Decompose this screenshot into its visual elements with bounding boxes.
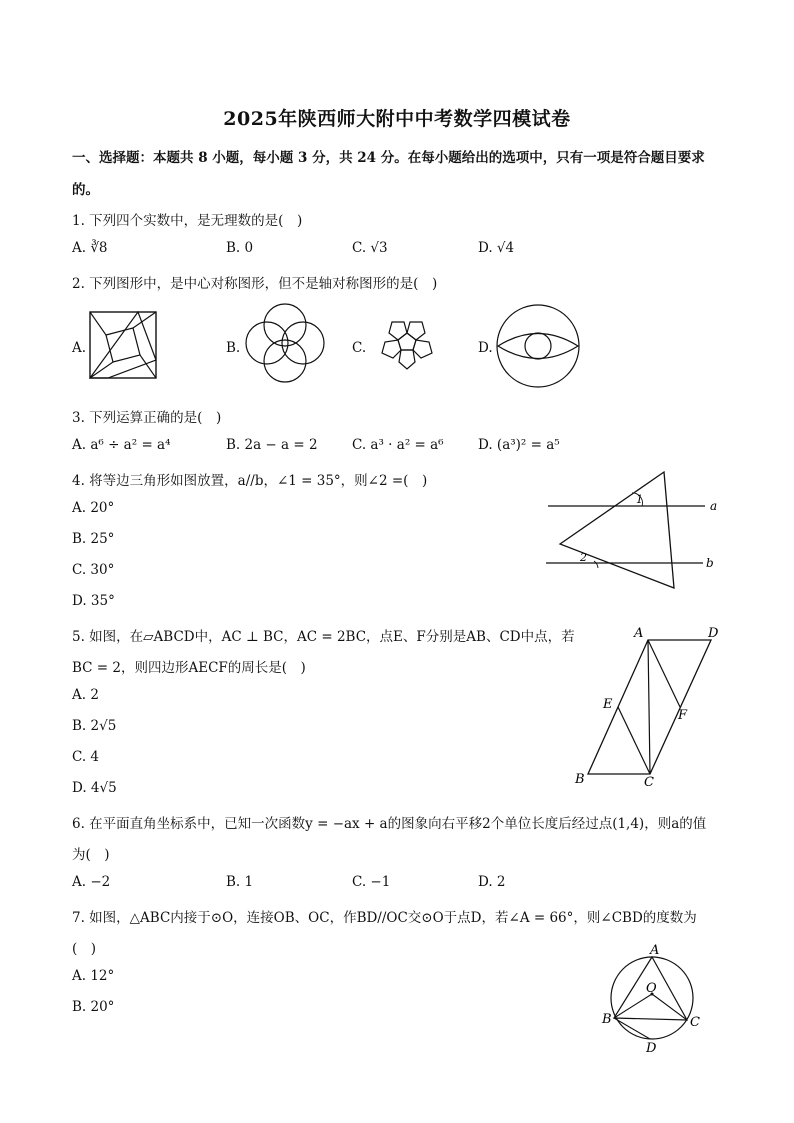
q4-label-2: 2 xyxy=(580,551,587,564)
q3-option-d: D. (a³)² = a⁵ xyxy=(478,437,560,453)
q4-option-c: C. 30° xyxy=(72,562,115,578)
page-title: 2025年陕西师大附中中考数学四模试卷 xyxy=(223,108,571,130)
q5-figure xyxy=(568,622,728,794)
q4-label-b: b xyxy=(706,556,714,570)
q4-figure xyxy=(540,466,730,594)
q4-label-1: 1 xyxy=(636,493,643,506)
q3-option-c: C. a³ · a² = a⁶ xyxy=(352,437,444,453)
q1-option-d: D. √4 xyxy=(478,240,515,256)
q7-figure xyxy=(598,940,708,1058)
q6-option-b: B. 1 xyxy=(226,874,254,890)
q4-option-b: B. 25° xyxy=(72,531,115,547)
q7-option-b: B. 20° xyxy=(72,999,115,1015)
q7-label-b: B xyxy=(602,1012,612,1027)
q5-option-a: A. 2 xyxy=(72,687,99,703)
q6-stem-line2: 为( ) xyxy=(72,847,110,863)
q3-option-b: B. 2a − a = 2 xyxy=(226,437,318,453)
q2-stem: 2. 下列图形中，是中心对称图形，但不是轴对称图形的是( ) xyxy=(72,276,438,292)
q4-stem: 4. 将等边三角形如图放置，a//b，∠1 = 35°，则∠2 =( ) xyxy=(72,473,428,489)
q5-label-a: A xyxy=(634,626,644,641)
q7-label-d: D xyxy=(646,1041,657,1056)
q6-option-a: A. −2 xyxy=(72,874,111,890)
q3-stem: 3. 下列运算正确的是( ) xyxy=(72,410,222,426)
q5-stem-line1: 5. 如图，在▱ABCD中，AC ⊥ BC，AC = 2BC，点E、F分别是AB、CD中点，若 xyxy=(72,629,575,645)
q5-label-d: D xyxy=(708,626,719,641)
q7-label-a: A xyxy=(650,943,660,958)
q7-option-a: A. 12° xyxy=(72,968,115,984)
q6-option-c: C. −1 xyxy=(352,874,391,890)
q5-label-e: E xyxy=(603,697,613,712)
q6-stem-line1: 6. 在平面直角坐标系中，已知一次函数y = −ax + a的图象向右平移2个单位长度后经过点(1,4)，则a的值 xyxy=(72,816,707,832)
q5-label-c: C xyxy=(644,775,654,790)
q5-option-b: B. 2√5 xyxy=(72,718,117,734)
q1-option-a: A. ∛8 xyxy=(72,240,108,256)
q2-option-a: A. xyxy=(72,340,87,356)
q5-label-b: B xyxy=(575,772,585,787)
section-heading-line1: 一、选择题：本题共 8 小题，每小题 3 分，共 24 分。在每小题给出的选项中，只有一项是符合题目要求 xyxy=(72,150,705,166)
q7-label-o: O xyxy=(646,981,657,996)
q7-label-c: C xyxy=(690,1015,700,1030)
q5-stem-line2: BC = 2，则四边形AECF的周长是( ) xyxy=(72,660,306,676)
q2-option-b: B. xyxy=(226,340,241,356)
q6-option-d: D. 2 xyxy=(478,874,506,890)
q2-option-d: D. xyxy=(478,340,493,356)
q4-option-a: A. 20° xyxy=(72,500,115,516)
q7-stem-line1: 7. 如图，△ABC内接于⊙O，连接OB、OC，作BD//OC交⊙O于点D，若∠A = 66°，则∠CBD的度数为 xyxy=(72,910,697,926)
q4-option-d: D. 35° xyxy=(72,593,115,609)
q5-option-d: D. 4√5 xyxy=(72,780,117,796)
q1-option-c: C. √3 xyxy=(352,240,388,256)
q4-label-a: a xyxy=(710,499,718,513)
q7-stem-line2: ( ) xyxy=(72,941,97,957)
q5-option-c: C. 4 xyxy=(72,749,100,765)
q5-label-f: F xyxy=(678,708,688,723)
q3-option-a: A. a⁶ ÷ a² = a⁴ xyxy=(72,437,171,453)
section-heading-line2: 的。 xyxy=(72,182,99,198)
q2-option-c: C. xyxy=(352,340,367,356)
q2-figure-b xyxy=(240,300,330,386)
q1-stem: 1. 下列四个实数中，是无理数的是( ) xyxy=(72,213,303,229)
q2-figure-a xyxy=(88,310,158,380)
q2-figure-c xyxy=(366,302,448,382)
q2-figure-d xyxy=(494,303,582,389)
q1-option-b: B. 0 xyxy=(226,240,254,256)
